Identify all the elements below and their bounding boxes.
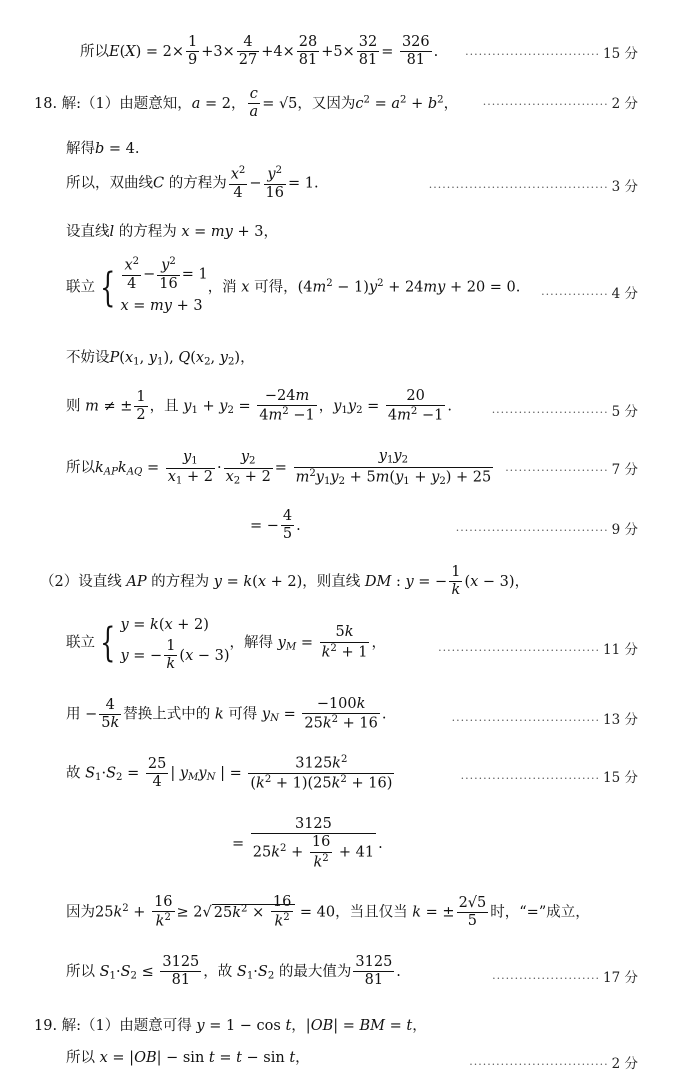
solution-line xyxy=(0,346,682,376)
solution-line xyxy=(0,446,682,492)
math-text: 联立 { $\frac{x^2}{4}$ − $\frac{y^2}{16}$ = 1 x = my + 3 ，消 x 可得，$(4m^2 - 1)y^2 + 24my + 20 = 0$. xyxy=(66,256,521,315)
solution-line xyxy=(0,562,682,606)
points-label: ········································ 3 分 xyxy=(428,179,638,195)
solution-line xyxy=(0,752,682,802)
points-label: ··············· 4 分 xyxy=(541,286,638,302)
solution-line xyxy=(0,506,682,550)
solution-line xyxy=(0,26,682,74)
math-text: 联立 { y = k(x + 2) y = − $\frac{1}{k}$ (x − 3) ，解得 $y_M$ = $\frac{5k}{k^2 + 1}$ ， xyxy=(66,617,386,673)
points-label: ······························ 15 分 xyxy=(465,46,638,62)
math-text: 18. 解:（1）由题意知，a = 2， $\frac{c}{a}$ = √5，又因为$c^2 = a^2 + b^2$， xyxy=(34,86,459,121)
points-label: ···································· 11 分 xyxy=(438,642,638,658)
math-text: 所以 x = |OB| − sin t = t − sin t， xyxy=(66,1050,310,1066)
points-label: ·································· 9 分 xyxy=(455,522,638,538)
math-text: 所以E(X) = 2× $\frac{1}{9}$ +3× $\frac{4}{27}$ +4× $\frac{28}{81}$ +5× $\frac{32}{81}$ = $\frac{326}{81}$ . xyxy=(80,34,439,69)
solution-line xyxy=(0,610,682,686)
math-text: 解得b = 4. xyxy=(66,141,140,157)
solution-line xyxy=(0,694,682,740)
solution-line xyxy=(0,386,682,432)
math-text: 因为$25k^2$ + $\frac{16}{k^2}$ ≥ 2√ $25k^2$ × $\frac{16}{k^2}$ = 40，当且仅当 k = ± $\frac{2√5}{5}$ 时，“=”成立， xyxy=(66,894,590,930)
points-label: ······························· 15 分 xyxy=(460,770,638,786)
math-text: 不妨设$P(x_1$, $y_1$), $Q(x_2$, $y_2$)， xyxy=(66,350,255,368)
points-label: ························ 17 分 xyxy=(492,970,638,986)
solution-line xyxy=(0,252,682,330)
math-text: 用 − $\frac{4}{5k}$ 替换上式中的 k 可得 $y_N$ = $\frac{-100k}{25k^2 + 16}$ . xyxy=(66,696,387,732)
solution-line xyxy=(0,952,682,998)
math-text: 设直线l 的方程为 x = my + 3， xyxy=(66,224,278,240)
solution-line xyxy=(0,220,682,250)
solution-line xyxy=(0,163,682,207)
solution-line xyxy=(0,1014,682,1044)
math-text: 所以，双曲线C 的方程为 $\frac{x^2}{4}$ − $\frac{y^2}{16}$ = 1. xyxy=(66,165,319,201)
points-label: ···························· 2 分 xyxy=(482,96,638,112)
points-label: ································· 13 分 xyxy=(451,712,638,728)
solution-line xyxy=(0,814,682,874)
math-text: 故 $S_1\cdot S_2$ = $\frac{25}{4}$ | $y_My_N$ | = $\frac{3125k^2}{(k^2 + 1)(25k^2 + 16)}$ xyxy=(66,754,393,792)
math-text: （2）设直线 AP 的方程为 y = k(x + 2)，则直线 DM : y = − $\frac{1}{k}$ (x − 3)， xyxy=(40,564,530,599)
math-text: 则 m ≠ ± $\frac{1}{2}$ ，且 $y_1 + y_2$ = $\frac{-24m}{4m^2 -1}$ ，$y_1y_2$ = $\frac{20}{4m^2 -1}$ . xyxy=(66,388,452,424)
math-text: 所以$k_{AP}k_{AQ}$ = $\frac{y_1}{x_1 + 2}$ · $\frac{y_2}{x_2 + 2}$ = $\frac{y_1y_2}{m^2y_1y_2 + 5m(y_1 + y_2) + 25}$ xyxy=(66,448,492,487)
points-label: ······················· 7 分 xyxy=(505,462,638,478)
solution-line xyxy=(0,892,682,942)
solution-line xyxy=(0,82,682,122)
math-text: = − $\frac{4}{5}$ . xyxy=(250,508,301,543)
math-text: 19. 解:（1）由题意可得 y = 1 − cos t，|OB| = BM = t， xyxy=(34,1018,427,1034)
points-label: ·························· 5 分 xyxy=(491,404,638,420)
math-text: 所以 $S_1\cdot S_2$ ≤ $\frac{3125}{81}$ ，故 $S_1\cdot S_2$ 的最大值为 $\frac{3125}{81}$ . xyxy=(66,954,401,989)
points-label: ······························· 2 分 xyxy=(469,1056,638,1072)
solution-line xyxy=(0,1046,682,1076)
math-text: = 3125 $25k^2$ + $\frac{16}{k^2}$ + 41 . xyxy=(232,816,383,871)
